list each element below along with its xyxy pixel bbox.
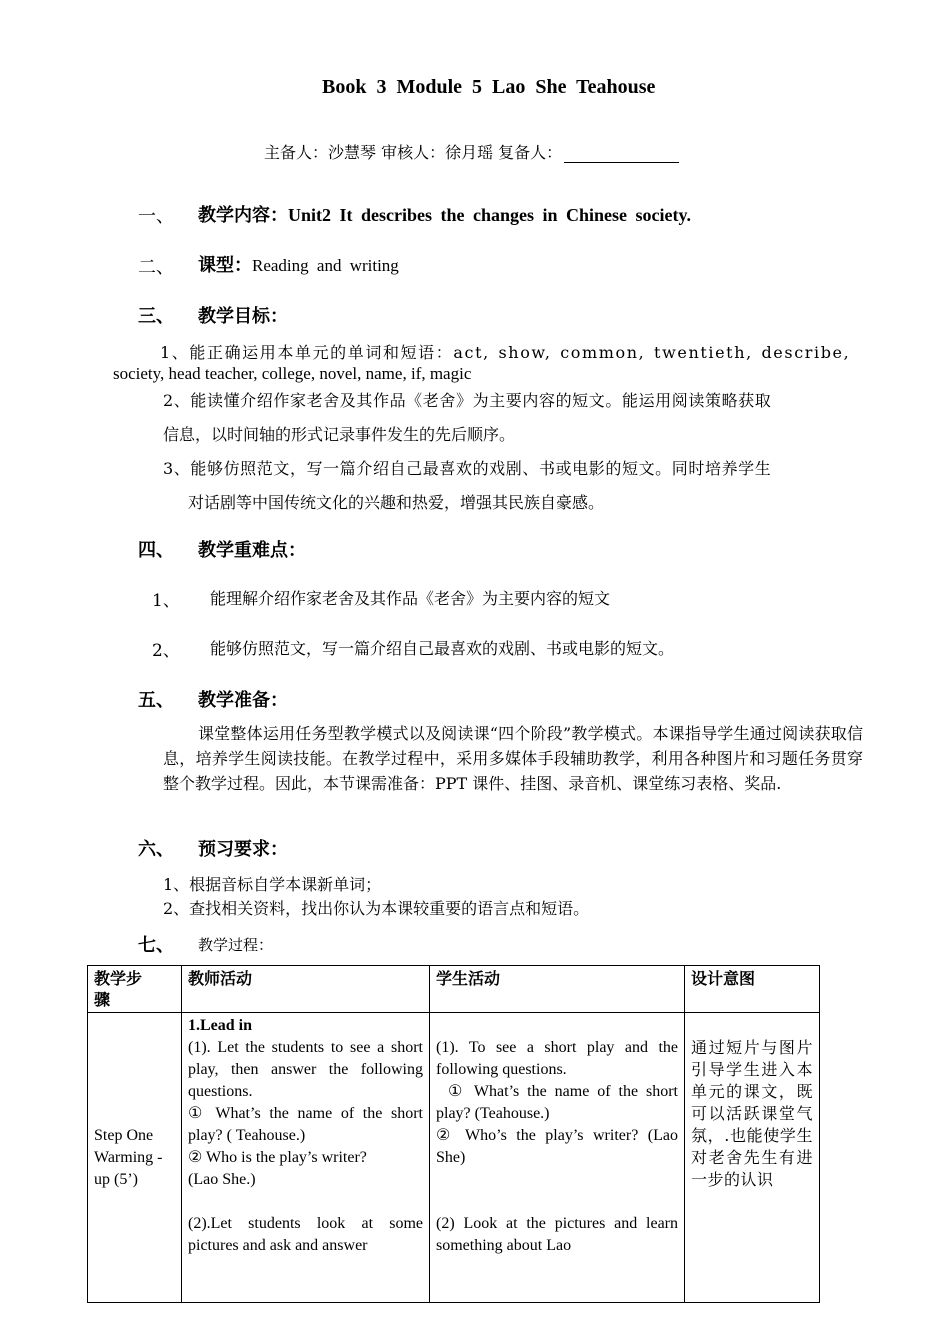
step-one-cell bbox=[88, 1013, 182, 1303]
header-teacher-activity: 教师活动 bbox=[182, 966, 430, 1013]
section-3-heading: 教学目标： bbox=[198, 306, 288, 327]
goal-3-line-2: 对话剧等中国传统文化的兴趣和热爱，增强其民族自豪感。 bbox=[188, 493, 605, 512]
key-point-2-number: 2、 bbox=[152, 641, 180, 661]
student-question-2: ② Who’s the play’s writer? (Lao She) bbox=[436, 1127, 678, 1166]
table-header-row bbox=[88, 966, 820, 1013]
teacher-question-2: ② Who is the play’s writer? bbox=[188, 1149, 367, 1166]
teacher-answer-2: (Lao She.) bbox=[188, 1171, 256, 1188]
document-title: Book 3 Module 5 Lao She Teahouse bbox=[322, 76, 656, 98]
section-2-number: 二、 bbox=[138, 257, 174, 278]
student-step-1: (1). To see a short play and the following questions. bbox=[436, 1039, 678, 1078]
key-point-1: 能理解介绍作家老舍及其作品《老舍》为主要内容的短文 bbox=[210, 589, 611, 608]
section-2-label: 课型： bbox=[198, 255, 252, 276]
section-7-number: 七、 bbox=[138, 935, 174, 956]
reviewer-blank bbox=[564, 146, 679, 163]
section-1-heading bbox=[198, 201, 691, 227]
teacher-step-2: (2).Let students look at some pictures and ask and answer bbox=[188, 1215, 423, 1254]
section-6-number: 六、 bbox=[138, 839, 174, 860]
design-intent-text: 通过短片与图片引导学生进入本单元的课文，既可以活跃课堂气氛，.也能使学生对老舍先生有进一步的认识 bbox=[691, 1038, 813, 1189]
key-point-1-number: 1、 bbox=[152, 591, 180, 611]
section-2-heading bbox=[198, 251, 399, 277]
preview-item-1: 1、根据音标自学本课新单词； bbox=[163, 875, 382, 894]
goal-3-line-1: 3、能够仿照范文，写一篇介绍自己最喜欢的戏剧、书或电影的短文。同时培养学生 bbox=[163, 459, 772, 478]
section-1-content: Unit2 It describes the changes in Chinese society. bbox=[288, 205, 691, 225]
section-7-heading: 教学过程： bbox=[198, 936, 274, 954]
section-5-number: 五、 bbox=[138, 690, 174, 711]
teacher-activity-cell bbox=[182, 1013, 430, 1303]
design-intent-cell bbox=[685, 1013, 820, 1303]
goal-1-line-1: 1、能正确运用本单元的单词和短语：act, show, common, twentieth, describe, bbox=[160, 343, 851, 362]
preparation-text: 课堂整体运用任务型教学模式以及阅读课“四个阶段”教学模式。本课指导学生通过阅读获取信息，培养学生阅读技能。在教学过程中，采用多媒体手段辅助教学，利用各种图片和习题任务贯穿整个教学过程。因此，本节课需准备：PPT 课件、挂图、录音机、课堂练习表格、奖品. bbox=[163, 724, 863, 793]
teacher-step-1: (1). Let the students to see a short play, then answer the following questions. bbox=[188, 1039, 423, 1100]
teacher-question-1: ① What’s the name of the short play? ( Teahouse.) bbox=[188, 1105, 423, 1144]
lead-in-heading: 1.Lead in bbox=[188, 1017, 253, 1034]
header-design-intent: 设计意图 bbox=[685, 966, 820, 1013]
section-3-number: 三、 bbox=[138, 306, 174, 327]
header-step: 教学步骤 bbox=[88, 966, 182, 1013]
goal-2-line-1: 2、能读懂介绍作家老舍及其作品《老舍》为主要内容的短文。能运用阅读策略获取 bbox=[163, 391, 772, 410]
step-one-label: Step One Warming -up (5’) bbox=[94, 1126, 163, 1188]
section-1-label: 教学内容： bbox=[198, 205, 288, 226]
header-student-activity: 学生活动 bbox=[430, 966, 685, 1013]
goal-1-line-2: society, head teacher, college, novel, name, if, magic bbox=[113, 364, 472, 383]
staff-text: 主备人：沙慧琴 审核人：徐月瑶 复备人： bbox=[264, 143, 563, 162]
preview-item-2: 2、查找相关资料，找出你认为本课较重要的语言点和短语。 bbox=[163, 899, 590, 918]
student-step-2: (2) Look at the pictures and learn something about Lao bbox=[436, 1215, 678, 1254]
section-4-number: 四、 bbox=[138, 540, 174, 561]
table-row bbox=[88, 1013, 820, 1303]
section-2-content: Reading and writing bbox=[252, 256, 399, 275]
section-4-heading: 教学重难点： bbox=[198, 540, 306, 561]
section-5-heading: 教学准备： bbox=[198, 690, 288, 711]
student-question-1: ① What’s the name of the short play? (Teahouse.) bbox=[436, 1083, 678, 1122]
section-6-heading: 预习要求： bbox=[198, 839, 288, 860]
key-point-2: 能够仿照范文，写一篇介绍自己最喜欢的戏剧、书或电影的短文。 bbox=[210, 639, 675, 658]
goal-2-line-2: 信息，以时间轴的形式记录事件发生的先后顺序。 bbox=[163, 425, 516, 444]
student-activity-cell bbox=[430, 1013, 685, 1303]
section-1-number: 一、 bbox=[138, 206, 174, 227]
teaching-process-table bbox=[87, 965, 820, 1303]
staff-line bbox=[264, 140, 679, 163]
